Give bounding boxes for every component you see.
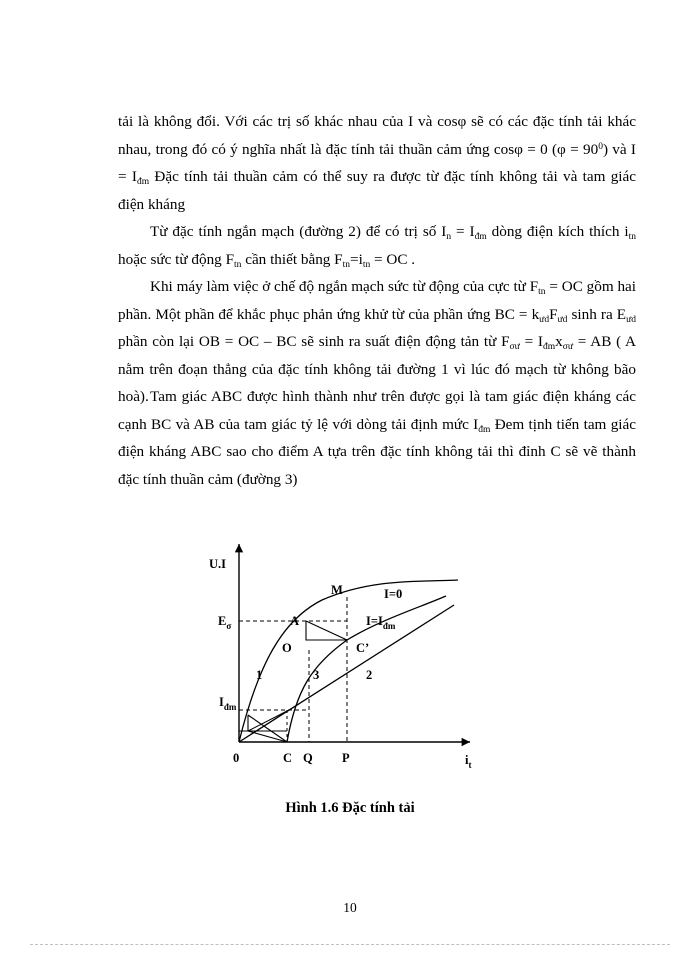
paragraph-2: Từ đặc tính ngắn mạch (đường 2) để có trị số $I_n = I_{đm}$ dòng điện kích thích $i_{tn}$ hoặc sức từ động $F_{tn}$ cần thiết bằng $F_{tn}=i_{tn}$ = OC . xyxy=(118,223,636,270)
curve-3-label: 3 xyxy=(313,668,320,682)
e-sigma-label: $E_\sigma$ xyxy=(218,614,232,631)
page-number: 10 xyxy=(343,900,357,915)
x-axis-label: $i_t$ xyxy=(465,753,472,770)
point-o-label: O xyxy=(282,641,292,655)
page-bottom-divider xyxy=(30,944,670,945)
tick-0-label: 0 xyxy=(233,751,240,765)
curve-2-label: 2 xyxy=(366,668,373,682)
point-m-label: M xyxy=(331,583,343,597)
point-c-prime-label: C’ xyxy=(356,641,370,655)
y-axis-label: U.I xyxy=(209,557,227,571)
paragraph-1: tải là không đổi. Với các trị số khác nhau của I và cosφ sẽ có các đặc tính tải khác nhau, trong đó có ý nghĩa nhất là đặc tính tải thuần cảm ứng cosφ = 0 $(\varphi = 90^0)$ và $I = I_{đm}$ Đặc tính tải thuần cảm có thể suy ra được từ đặc tính không tải và tam giác điện kháng xyxy=(118,113,636,213)
load-characteristic-figure xyxy=(200,540,500,780)
tick-p-label: P xyxy=(342,751,350,765)
curve-idm-label: $I=I_{đm}$ xyxy=(366,614,396,631)
paragraph-3: Khi máy làm việc ở chế độ ngắn mạch sức từ động của cực từ $F_{tn}$ = OC gồm hai phần. Một phần để khắc phục phản ứng khử từ của phần ứng BC = $k_{ưd}F_{ưd}$ sinh ra $E_{ưd}$ phần còn lại OB = OC – BC sẽ sinh ra suất điện động tản từ $F_{\sigma ư} = I_{đm}x_{\sigma ư}$ = AB ( A nằm trên đoạn thẳng của đặc tính không tải đường 1 vì lúc đó mạch từ không bão hoà). xyxy=(118,278,637,405)
upper-reactance-triangle xyxy=(306,621,347,640)
tick-c-label: C xyxy=(283,751,293,765)
point-a-label: A xyxy=(290,614,300,628)
idm-label: $I_{đm}$ xyxy=(219,695,237,712)
paragraph-4: Tam giác ABC được hình thành như trên được gọi là tam giác điện kháng các cạnh BC và AB của tam giác tỷ lệ với dòng tải định mức $I_{đm}$ Đem tịnh tiến tam giác điện kháng ABC sao cho điểm A tựa trên đặc tính không tải thì đỉnh C sẽ vẽ thành đặc tính thuần cảm (đường 3) xyxy=(118,388,636,488)
figure-caption: Hình 1.6 Đặc tính tải xyxy=(285,800,415,816)
curve-i0-label: I=0 xyxy=(384,587,403,601)
curve-1-label: 1 xyxy=(256,668,263,682)
tick-q-label: Q xyxy=(303,751,313,765)
